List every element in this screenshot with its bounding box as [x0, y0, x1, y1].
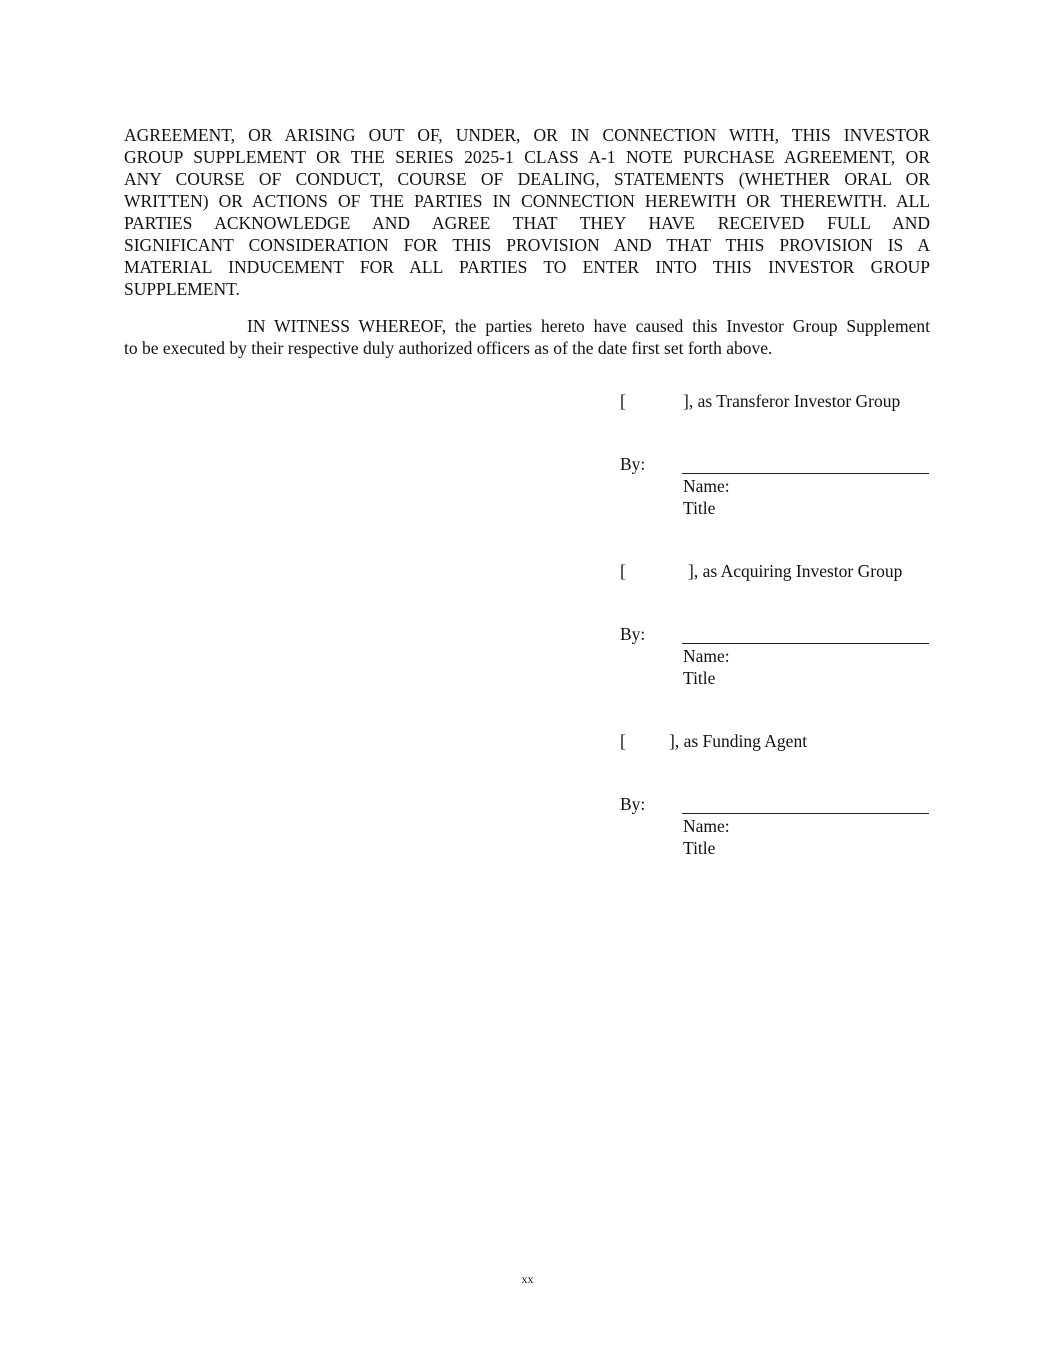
- party-bracket: [: [620, 391, 626, 411]
- signature-line: [682, 643, 929, 644]
- signature-block-funding-agent: [620, 730, 940, 858]
- name-label: Name:: [683, 476, 730, 496]
- party-name: ], as Acquiring Investor Group: [688, 561, 903, 581]
- by-label: By:: [620, 794, 646, 814]
- title-label: Title: [683, 498, 716, 518]
- signature-block-acquiring: [620, 560, 940, 688]
- signature-line: [682, 473, 929, 474]
- paragraph-line: SIGNIFICANT CONSIDERATION FOR THIS PROVISION AND THAT THIS PROVISION IS A: [124, 235, 930, 255]
- paragraph-line: GROUP SUPPLEMENT OR THE SERIES 2025-1 CLASS A-1 NOTE PURCHASE AGREEMENT, OR: [124, 147, 930, 167]
- witness-line: IN WITNESS WHEREOF, the parties hereto have caused this Investor Group Supplement: [247, 316, 930, 336]
- party-name: ], as Transferor Investor Group: [683, 391, 901, 411]
- waiver-paragraph: [124, 124, 930, 300]
- by-label: By:: [620, 454, 646, 474]
- paragraph-line: WRITTEN) OR ACTIONS OF THE PARTIES IN CONNECTION HEREWITH OR THEREWITH. ALL: [124, 191, 930, 211]
- witness-paragraph: [124, 315, 930, 359]
- paragraph-line: ANY COURSE OF CONDUCT, COURSE OF DEALING, STATEMENTS (WHETHER ORAL OR: [124, 169, 930, 189]
- by-row: [620, 453, 940, 475]
- paragraph-line: PARTIES ACKNOWLEDGE AND AGREE THAT THEY HAVE RECEIVED FULL AND: [124, 213, 930, 233]
- party-line: [620, 560, 940, 582]
- by-label: By:: [620, 624, 646, 644]
- party-line: [620, 730, 940, 752]
- witness-line: to be executed by their respective duly authorized officers as of the date first set forth above.: [124, 338, 773, 358]
- paragraph-line: SUPPLEMENT.: [124, 279, 240, 299]
- party-bracket: [: [620, 731, 626, 751]
- by-row: [620, 793, 940, 815]
- party-line: [620, 390, 940, 412]
- signature-block-transferor: [620, 390, 940, 518]
- paragraph-line: MATERIAL INDUCEMENT FOR ALL PARTIES TO ENTER INTO THIS INVESTOR GROUP: [124, 257, 930, 277]
- paragraph-line: AGREEMENT, OR ARISING OUT OF, UNDER, OR IN CONNECTION WITH, THIS INVESTOR: [124, 125, 930, 145]
- page-number: xx: [521, 1272, 534, 1286]
- name-label: Name:: [683, 646, 730, 666]
- by-row: [620, 623, 940, 645]
- name-label: Name:: [683, 816, 730, 836]
- party-name: ], as Funding Agent: [669, 731, 808, 751]
- signature-line: [682, 813, 929, 814]
- title-label: Title: [683, 838, 716, 858]
- party-bracket: [: [620, 561, 626, 581]
- title-label: Title: [683, 668, 716, 688]
